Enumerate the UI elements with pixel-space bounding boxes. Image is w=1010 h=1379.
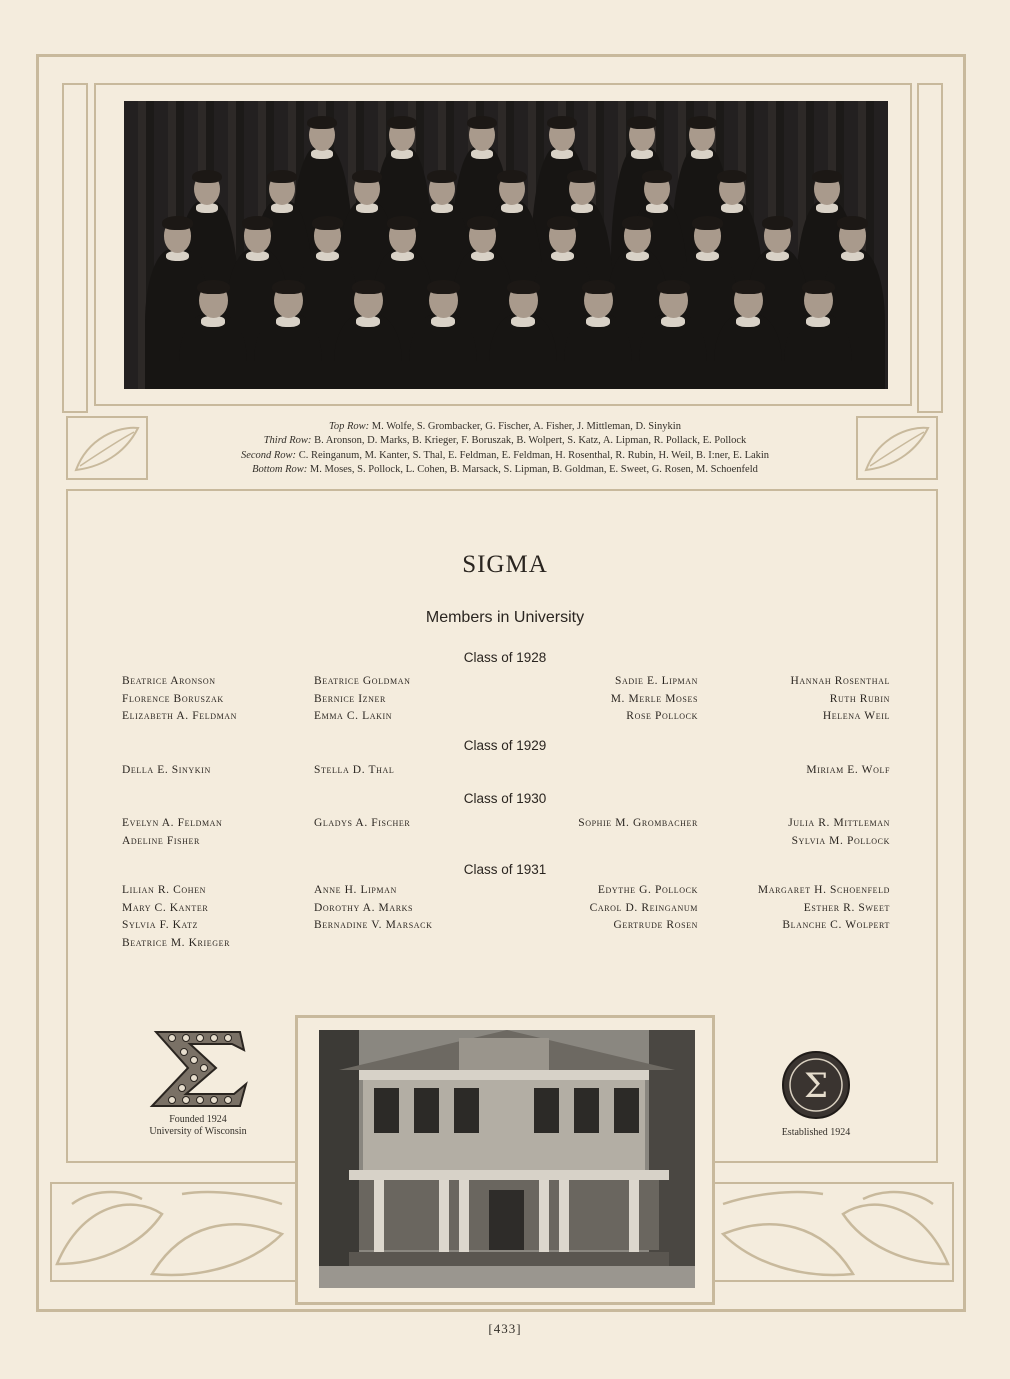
leaf-scroll-left bbox=[52, 1184, 292, 1280]
house-image bbox=[319, 1030, 695, 1288]
caption-top-row: M. Wolfe, S. Grombacker, G. Fischer, A. Fisher, J. Mittleman, D. Sinykin bbox=[371, 421, 681, 432]
member-name: Beatrice Goldman bbox=[314, 675, 411, 687]
page-title: SIGMA bbox=[462, 551, 548, 578]
member-column bbox=[590, 882, 698, 935]
leaf-ornament-right bbox=[856, 416, 938, 480]
member-name: Anne H. Lipman bbox=[314, 884, 397, 896]
member-name: Beatrice Aronson bbox=[122, 675, 216, 687]
member-name: Sylvia M. Pollock bbox=[791, 834, 890, 847]
member-name: Elizabeth A. Feldman bbox=[122, 710, 238, 723]
right-emblem bbox=[766, 1050, 866, 1142]
member-column bbox=[122, 673, 237, 726]
member-column bbox=[122, 882, 230, 952]
member-name: Blanche C. Wolpert bbox=[782, 919, 890, 932]
leaf-icon bbox=[858, 418, 936, 478]
member-column bbox=[122, 762, 211, 780]
sigma-pin-icon bbox=[128, 1028, 268, 1108]
caption-second-row: C. Reinganum, M. Kanter, S. Thal, E. Feldman, E. Feldman, H. Rosenthal, R. Rubin, H. Weil, B. I:ner, E. Lakin bbox=[298, 449, 770, 461]
member-column bbox=[578, 815, 698, 833]
member-name: Lilian R. Cohen bbox=[122, 884, 206, 896]
inner-border-right bbox=[917, 83, 943, 413]
founded-text: Founded 1924 bbox=[169, 1114, 227, 1125]
member-column bbox=[806, 762, 890, 780]
group-photograph bbox=[124, 101, 888, 389]
member-name: Gertrude Rosen bbox=[613, 919, 698, 932]
member-column bbox=[790, 673, 890, 726]
member-name: Bernice Izner bbox=[314, 692, 386, 705]
member-column bbox=[314, 882, 432, 935]
member-name: Evelyn A. Feldman bbox=[122, 817, 223, 829]
caption-bottom-row: M. Moses, S. Pollock, L. Cohen, B. Marsack, S. Lipman, B. Goldman, E. Sweet, G. Rosen, M. Schoenfeld bbox=[309, 463, 758, 475]
sigma-seal-icon bbox=[766, 1050, 866, 1120]
member-name: Julia R. Mittleman bbox=[788, 817, 890, 829]
caption-third-row: B. Aronson, D. Marks, B. Krieger, F. Boruszak, B. Wolpert, S. Katz, A. Lipman, R. Pollack, E. Pollock bbox=[314, 435, 747, 447]
member-name: Stella D. Thal bbox=[314, 764, 395, 776]
member-column bbox=[758, 882, 890, 935]
member-name: Hannah Rosenthal bbox=[790, 675, 890, 687]
member-name: Edythe G. Pollock bbox=[597, 884, 698, 896]
member-name: Margaret H. Schoenfeld bbox=[757, 884, 890, 896]
member-name: Sylvia F. Katz bbox=[122, 919, 199, 932]
leaf-ornament-left bbox=[66, 416, 148, 480]
member-name: Florence Boruszak bbox=[122, 692, 224, 705]
member-column bbox=[611, 673, 698, 726]
university-text: University of Wisconsin bbox=[149, 1126, 247, 1137]
svg-text:Σ: Σ bbox=[803, 1066, 829, 1106]
inner-border-left bbox=[62, 83, 88, 413]
member-name: Gladys A. Fischer bbox=[314, 817, 411, 829]
left-emblem bbox=[128, 1028, 268, 1140]
member-column bbox=[788, 815, 890, 850]
member-name: Della E. Sinykin bbox=[122, 764, 211, 776]
member-name: Adeline Fisher bbox=[122, 834, 200, 847]
member-name: Dorothy A. Marks bbox=[314, 901, 414, 914]
member-name: Sophie M. Grombacher bbox=[578, 817, 698, 829]
member-name: Beatrice M. Krieger bbox=[122, 936, 230, 949]
caption-row-label: Second Row: bbox=[240, 449, 297, 461]
leaf-scroll-right bbox=[715, 1184, 953, 1280]
class-heading: Class of 1928 bbox=[463, 650, 547, 665]
member-name: M. Merle Moses bbox=[610, 692, 698, 705]
established-text: Established 1924 bbox=[781, 1127, 851, 1138]
page-subtitle: Members in University bbox=[425, 609, 585, 626]
member-name: Esther R. Sweet bbox=[803, 901, 890, 914]
member-name: Emma C. Lakin bbox=[314, 710, 393, 723]
caption-row-label: Third Row: bbox=[263, 435, 312, 447]
caption-row-label: Top Row: bbox=[329, 421, 370, 432]
photo-caption bbox=[150, 420, 860, 477]
member-name: Bernadine V. Marsack bbox=[314, 919, 433, 932]
member-name: Rose Pollock bbox=[626, 710, 698, 723]
class-heading: Class of 1929 bbox=[463, 738, 547, 753]
member-name: Ruth Rubin bbox=[829, 692, 890, 705]
class-heading: Class of 1931 bbox=[463, 862, 547, 877]
member-name: Mary C. Kanter bbox=[122, 901, 209, 914]
member-name: Carol D. Reinganum bbox=[589, 901, 698, 914]
leaf-icon bbox=[68, 418, 146, 478]
house-photograph bbox=[319, 1030, 695, 1288]
page-number: [433] bbox=[488, 1321, 522, 1336]
member-column bbox=[122, 815, 222, 850]
member-name: Miriam E. Wolf bbox=[806, 764, 890, 776]
class-heading: Class of 1930 bbox=[463, 791, 547, 806]
member-name: Sadie E. Lipman bbox=[615, 675, 698, 687]
caption-row-label: Bottom Row: bbox=[252, 463, 308, 475]
member-column bbox=[314, 673, 410, 726]
member-column bbox=[314, 762, 394, 780]
member-name: Helena Weil bbox=[822, 710, 890, 723]
member-column bbox=[314, 815, 410, 833]
